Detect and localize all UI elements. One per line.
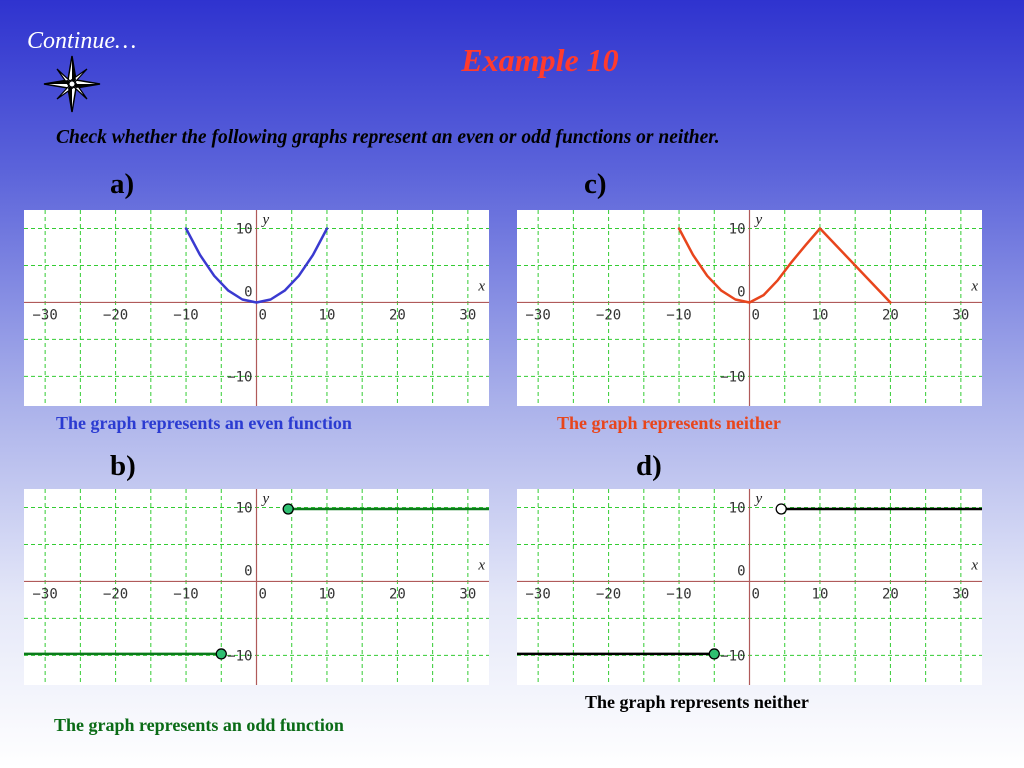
x-tick-label: 30	[459, 586, 477, 603]
x-tick-label: −10	[666, 586, 692, 603]
x-tick-label: 0	[751, 307, 760, 324]
part-label-b: b)	[110, 450, 136, 482]
y-axis-label: y	[262, 491, 270, 507]
y-axis-label: y	[755, 212, 763, 228]
caption-d: The graph represents neither	[585, 692, 809, 712]
part-label-d: d)	[636, 450, 662, 482]
x-tick-label: 30	[952, 307, 970, 324]
y-tick-label: 10	[235, 500, 253, 517]
caption-a: The graph represents an even function	[56, 413, 352, 433]
x-tick-label: −30	[525, 586, 551, 603]
x-tick-label: −20	[102, 307, 129, 324]
x-axis-label: x	[971, 278, 978, 295]
x-tick-label: 30	[459, 307, 477, 324]
x-tick-label: −10	[173, 307, 199, 324]
continue-label: Continue…	[27, 28, 137, 54]
x-tick-label: 10	[811, 307, 829, 324]
y-tick-label: 0	[244, 284, 253, 301]
graph-c	[517, 210, 982, 406]
closed-point-marker	[216, 649, 226, 659]
x-tick-label: 10	[318, 586, 336, 603]
x-tick-label: −30	[32, 586, 58, 603]
closed-point-marker	[283, 504, 293, 514]
x-axis-label: x	[478, 278, 485, 295]
graph-b	[24, 489, 489, 685]
x-tick-label: −10	[173, 586, 199, 603]
graph-b-plot	[24, 489, 489, 685]
compass-star-icon	[42, 54, 102, 114]
y-axis-label: y	[262, 212, 270, 228]
caption-b: The graph represents an odd function	[54, 715, 344, 735]
slide-title: Example 10	[461, 42, 619, 78]
y-tick-label: 10	[728, 221, 746, 238]
x-tick-label: 10	[318, 307, 336, 324]
x-tick-label: −30	[32, 307, 58, 324]
x-tick-label: 20	[881, 307, 899, 324]
x-tick-label: −20	[595, 586, 622, 603]
x-axis-label: x	[478, 557, 485, 574]
x-tick-label: 0	[751, 586, 760, 603]
x-tick-label: 20	[388, 586, 406, 603]
caption-c: The graph represents neither	[557, 413, 781, 433]
x-tick-label: −10	[666, 307, 692, 324]
y-tick-label: 0	[244, 563, 253, 580]
graph-a-plot	[24, 210, 489, 406]
graph-d-plot	[517, 489, 982, 685]
graph-d	[517, 489, 982, 685]
y-tick-label: 10	[235, 221, 253, 238]
x-tick-label: 30	[952, 586, 970, 603]
x-tick-label: −20	[102, 586, 129, 603]
x-tick-label: 20	[388, 307, 406, 324]
x-tick-label: −30	[525, 307, 551, 324]
part-label-c: c)	[584, 168, 607, 200]
y-tick-label: 0	[737, 563, 746, 580]
y-axis-label: y	[755, 491, 763, 507]
x-tick-label: 10	[811, 586, 829, 603]
x-tick-label: 20	[881, 586, 899, 603]
y-tick-label: −10	[720, 369, 746, 386]
open-point-marker	[776, 504, 786, 514]
graph-a	[24, 210, 489, 406]
y-tick-label: −10	[227, 648, 253, 665]
x-tick-label: 0	[258, 307, 267, 324]
question-text: Check whether the following graphs represent an even or odd functions or neither.	[56, 127, 720, 148]
y-tick-label: 10	[728, 500, 746, 517]
x-tick-label: −20	[595, 307, 622, 324]
y-tick-label: 0	[737, 284, 746, 301]
y-tick-label: −10	[227, 369, 253, 386]
graph-c-plot	[517, 210, 982, 406]
y-tick-label: −10	[720, 648, 746, 665]
closed-point-marker	[709, 649, 719, 659]
part-label-a: a)	[110, 168, 135, 200]
x-tick-label: 0	[258, 586, 267, 603]
x-axis-label: x	[971, 557, 978, 574]
